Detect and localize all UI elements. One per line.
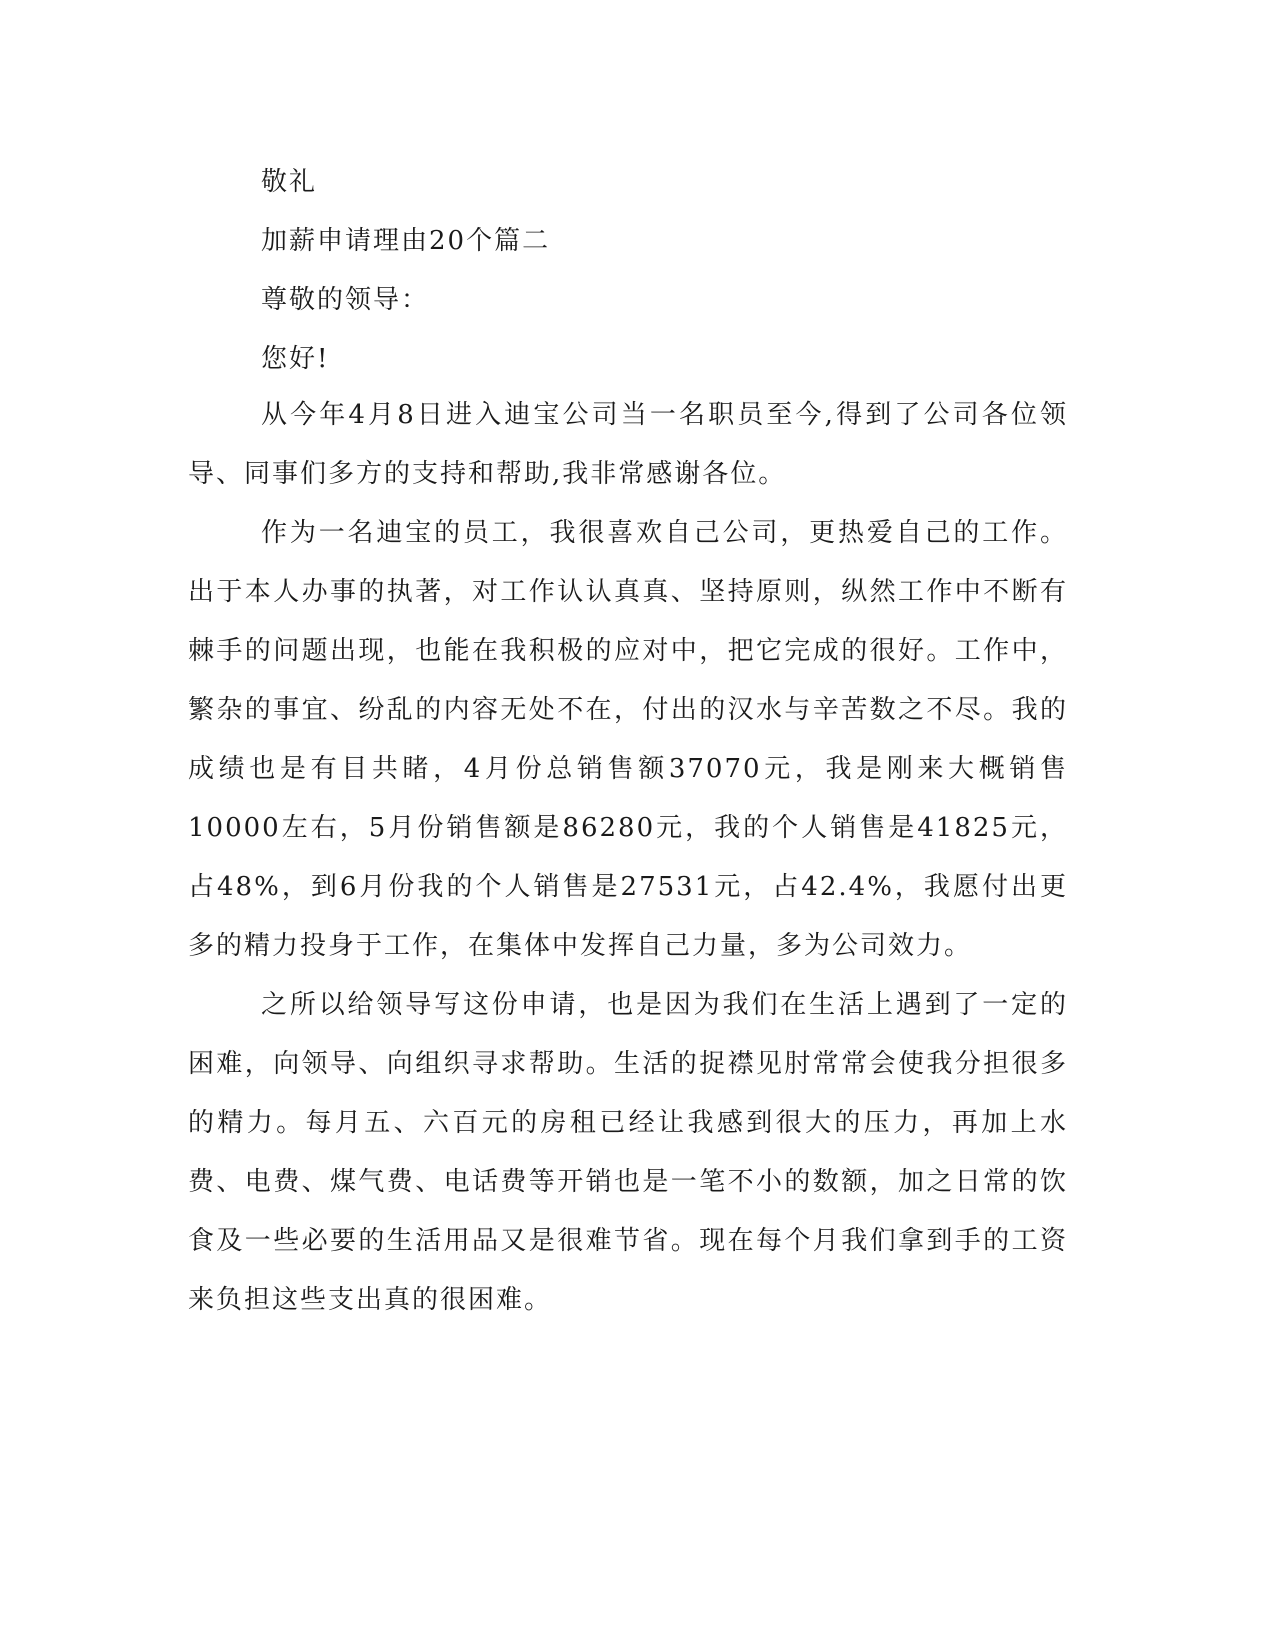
greeting: 您好! xyxy=(261,344,330,374)
body-paragraph-3: 之所以给领导写这份申请，也是因为我们在生活上遇到了一定的困难，向领导、向组织寻求帮助。生活的捉襟见肘常常会使我分担很多的精力。每月五、六百元的房租已经让我感到很大的压力，再加上水费、电费、煤气费、电话费等开销也是一笔不小的数额，加之日常的饮食及一些必要的生活用品又是很难节省。现在每个月我们拿到手的工资来负担这些支出真的很困难。 xyxy=(188,990,1068,1315)
body-paragraph-1: 从今年4月8日进入迪宝公司当一名职员至今,得到了公司各位领导、同事们多方的支持和帮助,我非常感谢各位。 xyxy=(188,400,1068,489)
closing-line: 敬礼 xyxy=(261,167,318,197)
body-paragraph-2: 作为一名迪宝的员工，我很喜欢自己公司，更热爱自己的工作。出于本人办事的执著，对工作认认真真、坚持原则，纵然工作中不断有棘手的问题出现，也能在我积极的应对中，把它完成的很好。工作中，繁杂的事宜、纷乱的内容无处不在，付出的汉水与辛苦数之不尽。我的成绩也是有目共睹，4月份总销售额37070元，我是刚来大概销售10000左右，5月份销售额是86280元，我的个人销售是41825元，占48%，到6月份我的个人销售是27531元，占42.4%，我愿付出更多的精力投身于工作，在集体中发挥自己力量，多为公司效力。 xyxy=(188,518,1068,961)
salutation: 尊敬的领导： xyxy=(261,285,430,315)
section-title: 加薪申请理由20个篇二 xyxy=(261,226,551,256)
